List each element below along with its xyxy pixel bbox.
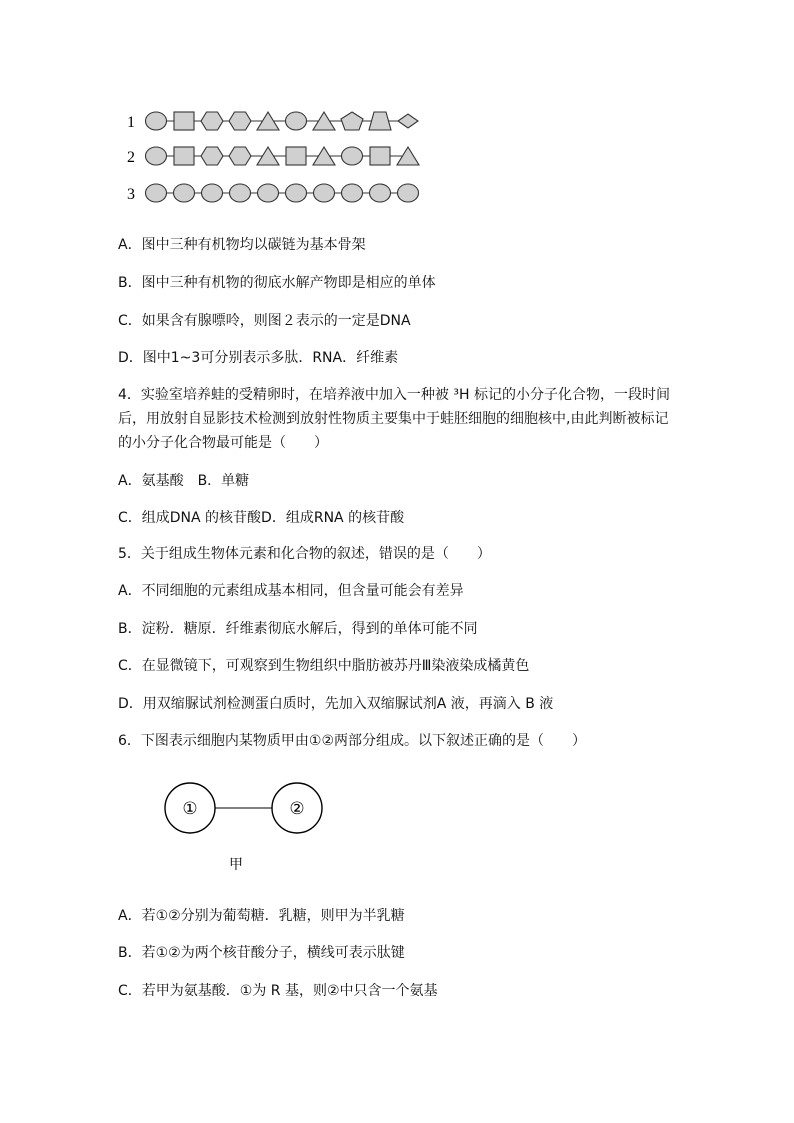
circle-monomer — [286, 184, 307, 202]
hexagon-monomer — [201, 112, 223, 130]
q4-stem: 4．实验室培养蛙的受精卵时，在培养液中加入一种被 ³H 标记的小分子化合物，一段时间后，用放射自显影技术检测到放射性物质主要集中于蛙胚细胞的细胞核中,由此判断被标记的小分子化合物最可能是（ ） — [118, 387, 670, 451]
chain-row-label: 1 — [127, 114, 135, 131]
q5-option-c: C．在显微镜下，可观察到生物组织中脂肪被苏丹Ⅲ染液染成橘黄色 — [118, 658, 530, 674]
square-monomer — [286, 147, 306, 165]
hexagon-monomer — [229, 112, 251, 130]
circle-monomer — [258, 184, 279, 202]
diamond-monomer — [398, 114, 418, 128]
circle-monomer — [286, 112, 307, 130]
circle-monomer — [398, 184, 419, 202]
q5-stem: 5．关于组成生物体元素和化合物的叙述，错误的是（ ） — [118, 546, 491, 562]
circle-monomer — [314, 184, 335, 202]
circle-monomer — [146, 147, 167, 165]
q5-option-a: A．不同细胞的元素组成基本相同，但含量可能会有差异 — [118, 583, 464, 599]
monomer-chain-figure — [118, 104, 438, 214]
q3-option-b: B．图中三种有机物的彻底水解产物即是相应的单体 — [118, 275, 436, 291]
q4-options-cd: C．组成DNA 的核苷酸D．组成RNA 的核苷酸 — [118, 510, 405, 526]
square-monomer — [174, 112, 194, 130]
q6-option-a: A．若①②分别为葡萄糖．乳糖，则甲为半乳糖 — [118, 908, 405, 924]
circle-monomer — [146, 184, 167, 202]
chain-row-label: 3 — [127, 186, 135, 203]
q5-option-b: B．淀粉．糖原．纤维素彻底水解后，得到的单体可能不同 — [118, 621, 478, 637]
q5-option-d: D．用双缩脲试剂检测蛋白质时，先加入双缩脲试剂A 液，再滴入 B 液 — [118, 696, 554, 712]
circle-monomer — [370, 184, 391, 202]
q3-option-d: D．图中1~3可分别表示多肽．RNA．纤维素 — [118, 350, 399, 366]
part-1-label: ① — [182, 799, 198, 819]
q6-stem: 6．下图表示细胞内某物质甲由①②两部分组成。以下叙述正确的是（ ） — [118, 733, 587, 749]
pentagon-monomer — [341, 112, 363, 130]
q3-option-c: C．如果含有腺嘌呤，则图２表示的一定是DNA — [118, 313, 411, 329]
circle-monomer — [230, 184, 251, 202]
hexagon-monomer — [201, 147, 223, 165]
square-monomer — [370, 147, 390, 165]
q3-option-a: A．图中三种有机物均以碳链为基本骨架 — [118, 237, 366, 253]
circle-monomer — [146, 112, 167, 130]
substance-jia-diagram — [158, 778, 328, 878]
q4-options-ab: A．氨基酸 B．单糖 — [118, 473, 250, 489]
q6-option-b: B．若①②为两个核苷酸分子，横线可表示肽键 — [118, 945, 405, 961]
hexagon-monomer — [229, 147, 251, 165]
circle-monomer — [174, 184, 195, 202]
circle-monomer — [342, 184, 363, 202]
part-2-label: ② — [289, 799, 305, 819]
trapezoid-monomer — [369, 112, 391, 130]
square-monomer — [174, 147, 194, 165]
circle-monomer — [202, 184, 223, 202]
circle-monomer — [342, 147, 363, 165]
substance-jia-caption: 甲 — [229, 857, 243, 873]
q6-option-c: C．若甲为氨基酸．①为 R 基，则②中只含一个氨基 — [118, 983, 438, 999]
chain-row-label: 2 — [127, 149, 135, 166]
